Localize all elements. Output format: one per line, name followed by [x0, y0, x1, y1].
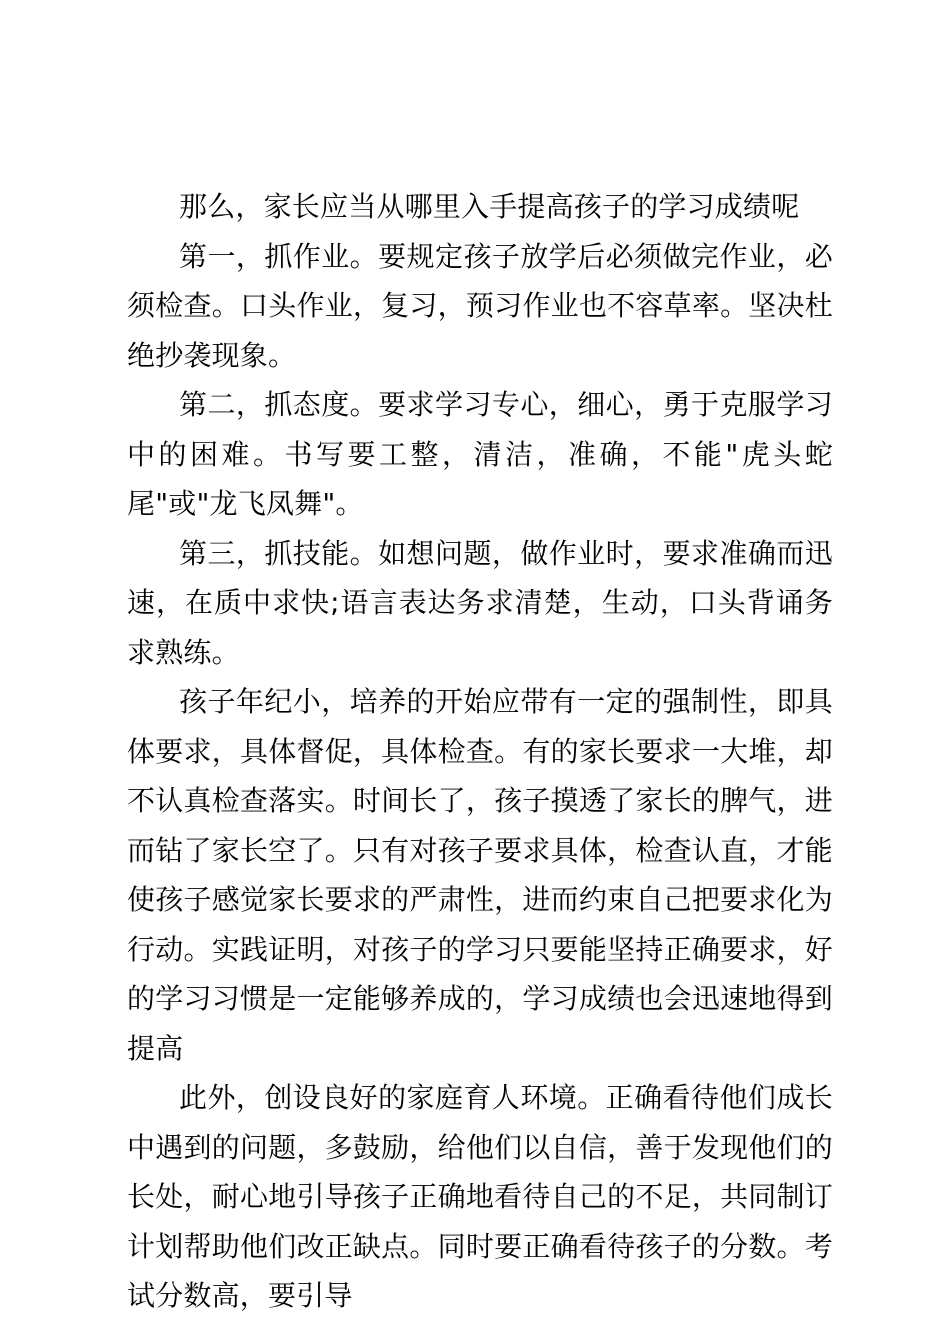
document-body	[127, 182, 833, 1321]
paragraph-skills: 第三，抓技能。如想问题，做作业时，要求准确而迅速，在质中求快;语言表达务求清楚，生动，口头背诵务求熟练。	[127, 536, 833, 669]
paragraph-enforcement: 孩子年纪小，培养的开始应带有一定的强制性，即具体要求，具体督促，具体检查。有的家长要求一大堆，却不认真检查落实。时间长了，孩子摸透了家长的脾气，进而钻了家长空了。只有对孩子要求具体，检查认直，才能使孩子感觉家长要求的严肃性，进而约束自己把要求化为行动。实践证明，对孩子的学习只要能坚持正确要求，好的学习习惯是一定能够养成的，学习成绩也会迅速地得到提高	[127, 685, 833, 1065]
paragraph-intro-question: 那么，家长应当从哪里入手提高孩子的学习成绩呢	[179, 190, 800, 223]
paragraph-home-environment: 此外，创设良好的家庭育人环境。正确看待他们成长中遇到的问题，多鼓励，给他们以自信，善于发现他们的长处，耐心地引导孩子正确地看待自己的不足，共同制订计划帮助他们改正缺点。同时要正确看待孩子的分数。考试分数高，要引导	[127, 1081, 833, 1312]
paragraph-attitude: 第二，抓态度。要求学习专心，细心，勇于克服学习中的困难。书写要工整，清洁，准确，不能"虎头蛇尾"或"龙飞凤舞"。	[127, 388, 833, 520]
paragraph-homework: 第一，抓作业。要规定孩子放学后必须做完作业，必须检查。口头作业，复习，预习作业也不容草率。坚决杜绝抄袭现象。	[127, 239, 833, 372]
